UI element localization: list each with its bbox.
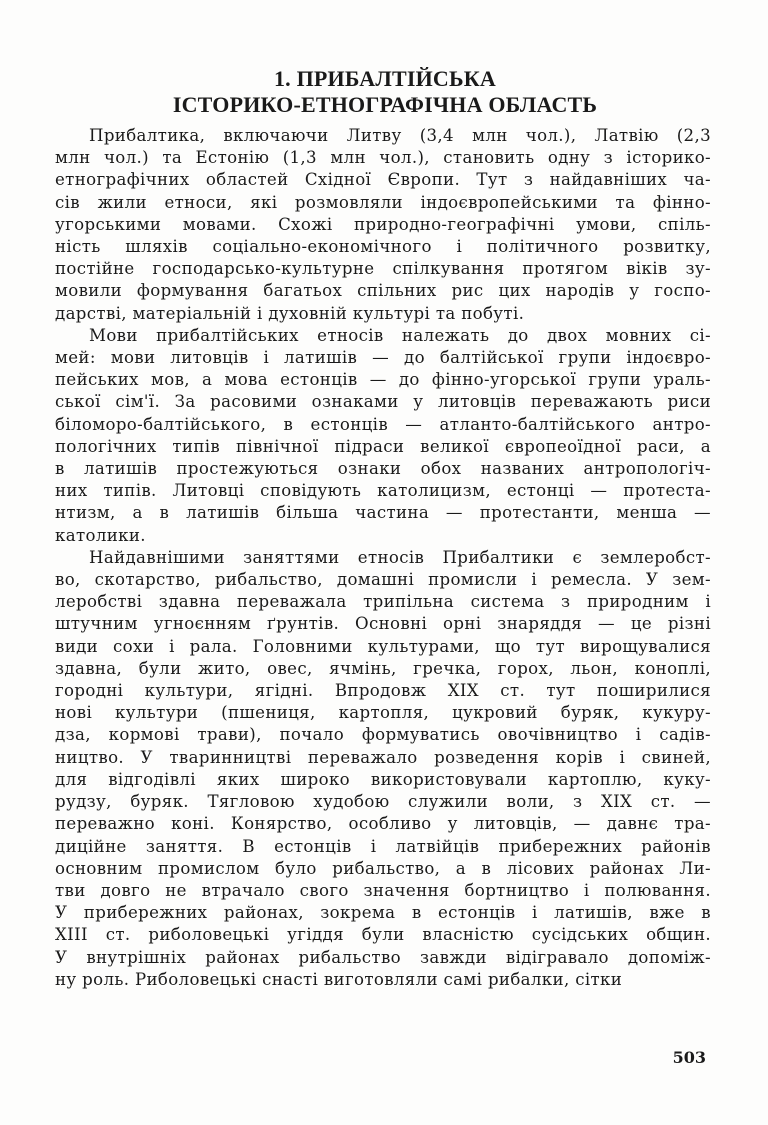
heading-line-1: 1. ПРИБАЛТІЙСЬКА	[273, 66, 497, 91]
text-line: пологічних типів північної підраси великої європеоїдної раси, а	[55, 436, 711, 456]
text-line: Найдавнішими заняттями етносів Прибалтики є землеробст-	[89, 547, 711, 567]
text-line: Мови прибалтійських етносів належать до двох мовних сі-	[89, 325, 711, 345]
text-line: городні культури, ягідні. Впродовж XIX ст. тут поширилися	[55, 681, 711, 701]
text-line: види сохи і рала. Головними культурами, що тут вирощувалися	[55, 636, 711, 656]
text-line: во, скотарство, рибальство, домашні промисли і ремесла. У зем-	[55, 570, 711, 590]
text-line: Прибалтика, включаючи Литву (3,4 млн чол.), Латвію (2,3	[89, 126, 711, 145]
text-line: мовили формування багатьох спільних рис цих народів у госпо-	[55, 281, 711, 301]
paragraph	[55, 325, 711, 547]
text-line: ництво. У тваринництві переважало розведення корів і свиней,	[55, 747, 711, 767]
text-line: диційне заняття. В естонців і латвійців прибережних районів	[55, 836, 711, 856]
text-line: XIII ст. риболовецькі угіддя були власністю сусідських общин.	[55, 925, 711, 945]
text-line: дарстві, матеріальній і духовній культурі та побуті.	[55, 303, 525, 323]
text-line: основним промислом було рибальство, а в лісових районах Ли-	[55, 858, 711, 878]
text-line: ну роль. Риболовецькі снасті виготовляли самі рибалки, сітки	[55, 969, 623, 989]
text-line: тви довго не втрачало свого значення бортництво і полювання.	[55, 880, 711, 900]
paragraph	[55, 547, 711, 991]
text-line: штучним угноєнням ґрунтів. Основні орні знаряддя — це різні	[55, 614, 711, 634]
text-line: в латишів простежуються ознаки обох названих антропологіч-	[55, 459, 711, 479]
text-line: рудзу, буряк. Тягловою худобою служили воли, з XIX ст. —	[55, 792, 711, 812]
text-line: млн чол.) та Естонію (1,3 млн чол.), становить одну з історико-	[55, 148, 711, 168]
text-line: У внутрішніх районах рибальство завжди відігравало допоміж-	[55, 947, 711, 967]
text-line: біломоро-балтійського, в естонців — атланто-балтійського антро-	[55, 414, 711, 434]
text-line: сів жили етноси, які розмовляли індоєвропейськими та фінно-	[55, 192, 711, 212]
text-line: мей: мови литовців і латишів — до балтійської групи індоєвро-	[55, 348, 711, 368]
paragraph	[55, 125, 711, 325]
text-line: пейських мов, а мова естонців — до фінно-угорської групи ураль-	[55, 370, 711, 390]
text-line: леробстві здавна переважала трипільна система з природним і	[55, 592, 711, 612]
text-line: здавна, були жито, овес, ячмінь, гречка, горох, льон, коноплі,	[55, 658, 711, 678]
text-line: них типів. Литовці сповідують католицизм, естонці — протеста-	[55, 481, 711, 501]
section-heading	[55, 66, 715, 118]
body-text	[55, 125, 711, 991]
text-line: переважно коні. Конярство, особливо у литовців, — давнє тра-	[55, 814, 711, 834]
text-line: У прибережних районах, зокрема в естонців і латишів, вже в	[55, 903, 711, 923]
text-line: для відгодівлі яких широко використовували картоплю, куку-	[55, 769, 711, 789]
text-line: дза, кормові трави), почало формуватись овочівництво і садів-	[55, 725, 711, 745]
text-line: постійне господарсько-культурне спілкування протягом віків зу-	[55, 259, 711, 279]
text-line: ської сім'ї. За расовими ознаками у литовців переважають риси	[55, 392, 711, 412]
heading-line-2: ІСТОРИКО-ЕТНОГРАФІЧНА ОБЛАСТЬ	[172, 92, 598, 117]
text-line: угорськими мовами. Схожі природно-географічні умови, спіль-	[55, 214, 711, 234]
text-line: етнографічних областей Східної Європи. Тут з найдавніших ча-	[55, 170, 711, 190]
page-number: 503	[672, 1048, 706, 1067]
text-line: католики.	[55, 525, 146, 545]
text-line: ність шляхів соціально-економічного і політичного розвитку,	[55, 237, 711, 257]
text-line: нові культури (пшениця, картопля, цукровий буряк, кукуру-	[55, 703, 711, 723]
text-line: нтизм, а в латишів більша частина — протестанти, менша —	[55, 503, 711, 523]
